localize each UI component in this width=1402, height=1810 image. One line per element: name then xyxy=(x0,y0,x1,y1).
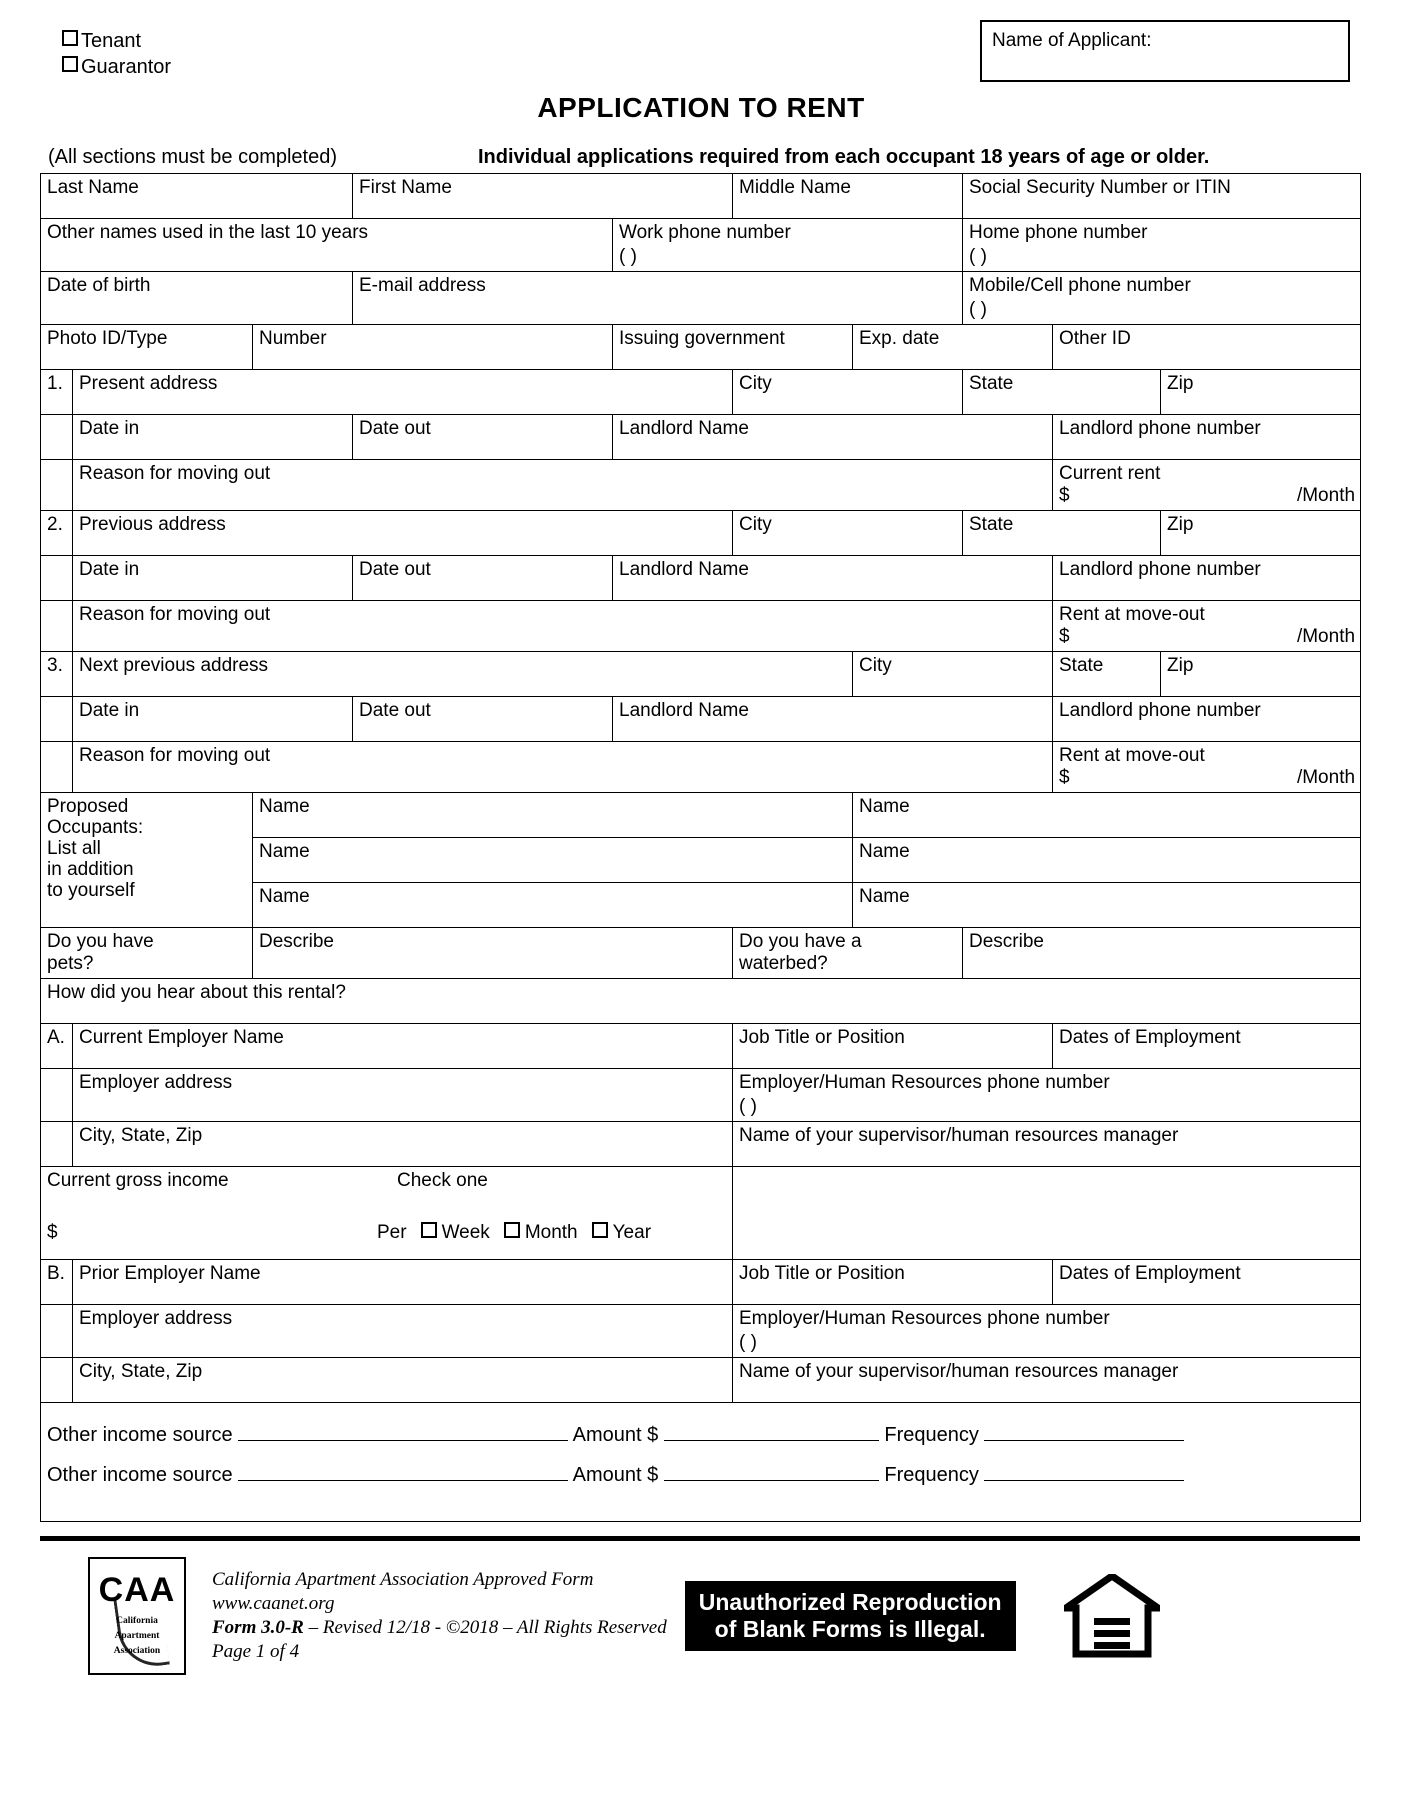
employer-b-city-state-zip[interactable]: City, State, Zip xyxy=(73,1358,733,1403)
address-1-rent[interactable] xyxy=(1053,460,1361,511)
address-3-date-out[interactable]: Date out xyxy=(353,697,613,742)
employer-a-dates[interactable]: Dates of Employment xyxy=(1053,1024,1361,1069)
frequency-label-2: Frequency xyxy=(884,1464,979,1486)
address-2-rent[interactable] xyxy=(1053,601,1361,652)
occupant-name-2[interactable]: Name xyxy=(853,793,1361,838)
gross-income-label: Current gross income xyxy=(47,1170,229,1191)
address-2-dollar: $ xyxy=(1059,626,1070,647)
amount-label-2: Amount $ xyxy=(572,1464,659,1486)
other-income-row-2[interactable] xyxy=(47,1464,1355,1486)
table-row xyxy=(41,325,1361,370)
table-row xyxy=(41,1403,1361,1522)
table-row xyxy=(41,556,1361,601)
employer-a-hr-phone[interactable]: Employer/Human Resources phone number ( ) xyxy=(733,1069,1361,1122)
footer-website[interactable]: www.caanet.org xyxy=(212,1593,335,1614)
amount-input-1[interactable] xyxy=(664,1440,879,1441)
employer-b-dates[interactable]: Dates of Employment xyxy=(1053,1260,1361,1305)
unauth-line-1: Unauthorized Reproduction xyxy=(698,1589,1002,1615)
home-phone-paren: ( ) xyxy=(969,246,987,267)
table-row xyxy=(41,1069,1361,1122)
table-row xyxy=(41,742,1361,793)
instructions-row xyxy=(40,146,1362,169)
address-2-date-in[interactable]: Date in xyxy=(73,556,353,601)
occupant-name-4[interactable]: Name xyxy=(853,838,1361,883)
other-income-row-1[interactable] xyxy=(47,1424,1355,1446)
id-number-cell[interactable]: Number xyxy=(253,325,613,370)
address-1-landlord-name[interactable]: Landlord Name xyxy=(613,415,1053,460)
table-row xyxy=(41,979,1361,1024)
table-row xyxy=(41,1167,1361,1260)
footer-form-id: Form 3.0-R xyxy=(212,1617,304,1638)
exp-date-cell[interactable]: Exp. date xyxy=(853,325,1053,370)
tenant-checkbox-row[interactable] xyxy=(62,28,171,54)
address-1-reason[interactable]: Reason for moving out xyxy=(73,460,1053,511)
week-checkbox[interactable] xyxy=(421,1222,437,1238)
work-phone-paren: ( ) xyxy=(619,246,637,267)
table-row xyxy=(41,174,1361,219)
address-2-rent-label: Rent at move-out xyxy=(1059,604,1205,625)
occupant-name-6[interactable]: Name xyxy=(853,883,1361,928)
footer-text-block xyxy=(212,1568,667,1664)
caa-logo-swoosh-icon xyxy=(113,1592,170,1671)
employer-a-city-state-zip[interactable]: City, State, Zip xyxy=(73,1122,733,1167)
table-row xyxy=(41,415,1361,460)
guarantor-label: Guarantor xyxy=(81,56,172,78)
page-header xyxy=(40,20,1362,82)
frequency-label-1: Frequency xyxy=(884,1424,979,1446)
employer-b-address[interactable]: Employer address xyxy=(73,1305,733,1358)
caa-logo-line-3: Association xyxy=(113,1646,161,1656)
spacer-cell xyxy=(41,1305,73,1358)
address-1-city[interactable]: City xyxy=(733,370,963,415)
ssn-cell[interactable]: Social Security Number or ITIN xyxy=(963,174,1361,219)
address-2-number: 2. xyxy=(41,511,73,556)
unauthorized-reproduction-banner xyxy=(685,1581,1016,1651)
spacer-cell xyxy=(41,1122,73,1167)
caa-logo-line-1: California xyxy=(116,1616,158,1626)
month-label: Month xyxy=(524,1222,578,1243)
first-name-cell[interactable]: First Name xyxy=(353,174,733,219)
table-row xyxy=(41,928,1361,979)
address-2-zip[interactable]: Zip xyxy=(1161,511,1361,556)
employer-a-letter: A. xyxy=(41,1024,73,1069)
address-2-permonth: /Month xyxy=(1296,626,1356,647)
employer-b-hr-phone[interactable]: Employer/Human Resources phone number ( ) xyxy=(733,1305,1361,1358)
address-3-rent-label: Rent at move-out xyxy=(1059,745,1205,766)
caa-logo-initials: CAA xyxy=(98,1571,176,1609)
issuing-government-cell[interactable]: Issuing government xyxy=(613,325,853,370)
employer-a-job-title[interactable]: Job Title or Position xyxy=(733,1024,1053,1069)
address-1-state[interactable]: State xyxy=(963,370,1161,415)
address-2-state[interactable]: State xyxy=(963,511,1161,556)
guarantor-checkbox[interactable] xyxy=(62,56,78,72)
table-row xyxy=(41,652,1361,697)
tenant-label: Tenant xyxy=(81,30,142,52)
frequency-input-1[interactable] xyxy=(984,1440,1184,1441)
tenant-checkbox[interactable] xyxy=(62,30,78,46)
spacer-cell xyxy=(41,601,73,652)
occupant-name-1[interactable]: Name xyxy=(253,793,853,838)
mobile-phone-label: Mobile/Cell phone number xyxy=(969,275,1191,296)
occupant-name-3[interactable]: Name xyxy=(253,838,853,883)
address-2-label[interactable]: Previous address xyxy=(73,511,733,556)
amount-input-2[interactable] xyxy=(664,1480,879,1481)
address-3-city[interactable]: City xyxy=(853,652,1053,697)
address-3-number: 3. xyxy=(41,652,73,697)
waterbed-question: Do you have a waterbed? xyxy=(733,928,963,979)
mobile-phone-paren: ( ) xyxy=(969,299,987,320)
mobile-phone-cell[interactable] xyxy=(963,272,1361,325)
address-3-landlord-name[interactable]: Landlord Name xyxy=(613,697,1053,742)
address-1-landlord-phone[interactable]: Landlord phone number xyxy=(1053,415,1361,460)
middle-name-cell[interactable]: Middle Name xyxy=(733,174,963,219)
waterbed-describe[interactable]: Describe xyxy=(963,928,1361,979)
work-phone-cell[interactable] xyxy=(613,219,963,272)
how-did-you-hear-cell[interactable]: How did you hear about this rental? xyxy=(41,979,1361,1024)
employer-a-supervisor[interactable]: Name of your supervisor/human resources manager xyxy=(733,1122,1361,1167)
year-checkbox[interactable] xyxy=(592,1222,608,1238)
page-title: APPLICATION TO RENT xyxy=(537,92,865,123)
spacer-cell xyxy=(41,742,73,793)
name-of-applicant-field[interactable] xyxy=(980,20,1350,82)
spacer-cell xyxy=(41,556,73,601)
table-row xyxy=(41,1024,1361,1069)
dob-cell[interactable]: Date of birth xyxy=(41,272,353,325)
table-row xyxy=(41,511,1361,556)
other-income-cell[interactable] xyxy=(41,1403,1361,1522)
employer-b-name[interactable]: Prior Employer Name xyxy=(73,1260,733,1305)
gross-income-dollar: $ xyxy=(47,1222,58,1243)
footer-divider xyxy=(40,1536,1360,1541)
occupant-name-5[interactable]: Name xyxy=(253,883,853,928)
proposed-occupants-label: Proposed Occupants: List all in addition to yourself xyxy=(41,793,253,928)
employer-a-address[interactable]: Employer address xyxy=(73,1069,733,1122)
email-cell[interactable]: E-mail address xyxy=(353,272,963,325)
per-label: Per xyxy=(377,1222,407,1243)
address-3-rent[interactable] xyxy=(1053,742,1361,793)
address-3-landlord-phone[interactable]: Landlord phone number xyxy=(1053,697,1361,742)
employer-b-supervisor[interactable]: Name of your supervisor/human resources manager xyxy=(733,1358,1361,1403)
applicant-type-checkboxes xyxy=(40,20,171,80)
employer-a-name[interactable]: Current Employer Name xyxy=(73,1024,733,1069)
footer-page-number: Page 1 of 4 xyxy=(212,1641,300,1662)
all-sections-note: (All sections must be completed) xyxy=(48,146,338,168)
table-row xyxy=(41,1122,1361,1167)
week-label: Week xyxy=(441,1222,490,1243)
address-3-state[interactable]: State xyxy=(1053,652,1161,697)
address-3-dollar: $ xyxy=(1059,767,1070,788)
footer-form-id-line xyxy=(212,1616,667,1640)
spacer-cell xyxy=(41,460,73,511)
gross-income-blank-cell[interactable] xyxy=(733,1167,1361,1260)
caa-logo-line-2: Apartment xyxy=(114,1631,160,1641)
address-1-label[interactable]: Present address xyxy=(73,370,733,415)
individual-applications-note: Individual applications required from each occupant 18 years of age or older. xyxy=(478,146,1210,168)
other-names-cell[interactable]: Other names used in the last 10 years xyxy=(41,219,613,272)
eho-svg xyxy=(1064,1574,1160,1658)
pets-describe[interactable]: Describe xyxy=(253,928,733,979)
table-row xyxy=(41,272,1361,325)
home-phone-cell[interactable] xyxy=(963,219,1361,272)
other-income-label-1: Other income source xyxy=(47,1424,233,1446)
pets-question: Do you have pets? xyxy=(41,928,253,979)
page-footer xyxy=(40,1557,1360,1675)
current-gross-income-cell[interactable] xyxy=(41,1167,733,1260)
employer-b-job-title[interactable]: Job Title or Position xyxy=(733,1260,1053,1305)
spacer-cell xyxy=(41,1358,73,1403)
address-1-number: 1. xyxy=(41,370,73,415)
home-phone-label: Home phone number xyxy=(969,222,1148,243)
other-income-label-2: Other income source xyxy=(47,1464,233,1486)
other-id-cell[interactable]: Other ID xyxy=(1053,325,1361,370)
address-1-dollar: $ xyxy=(1059,485,1070,506)
table-row xyxy=(41,1358,1361,1403)
table-row xyxy=(41,601,1361,652)
amount-label-1: Amount $ xyxy=(572,1424,659,1446)
table-row xyxy=(41,697,1361,742)
address-1-date-in[interactable]: Date in xyxy=(73,415,353,460)
frequency-input-2[interactable] xyxy=(984,1480,1184,1481)
last-name-cell[interactable]: Last Name xyxy=(41,174,353,219)
table-row xyxy=(41,460,1361,511)
address-3-date-in[interactable]: Date in xyxy=(73,697,353,742)
address-2-landlord-name[interactable]: Landlord Name xyxy=(613,556,1053,601)
address-3-label[interactable]: Next previous address xyxy=(73,652,853,697)
table-row xyxy=(41,1305,1361,1358)
address-3-zip[interactable]: Zip xyxy=(1161,652,1361,697)
spacer-cell xyxy=(41,415,73,460)
address-1-permonth: /Month xyxy=(1296,485,1356,506)
address-2-landlord-phone[interactable]: Landlord phone number xyxy=(1053,556,1361,601)
footer-form-rest: – Revised 12/18 - ©2018 – All Rights Reserved xyxy=(303,1617,667,1638)
table-row xyxy=(41,1260,1361,1305)
year-label: Year xyxy=(612,1222,652,1243)
address-3-reason[interactable]: Reason for moving out xyxy=(73,742,1053,793)
spacer-cell xyxy=(41,1069,73,1122)
unauth-line-2: of Blank Forms is Illegal. xyxy=(714,1616,986,1642)
equal-housing-opportunity-icon xyxy=(1064,1574,1160,1658)
photo-id-cell[interactable]: Photo ID/Type xyxy=(41,325,253,370)
address-2-date-out[interactable]: Date out xyxy=(353,556,613,601)
employer-b-letter: B. xyxy=(41,1260,73,1305)
application-form-table xyxy=(40,173,1361,1522)
address-3-permonth: /Month xyxy=(1296,767,1356,788)
spacer-cell xyxy=(41,697,73,742)
address-2-city[interactable]: City xyxy=(733,511,963,556)
address-1-zip[interactable]: Zip xyxy=(1161,370,1361,415)
footer-approved-form: California Apartment Association Approved Form xyxy=(212,1569,594,1590)
name-of-applicant-label: Name of Applicant: xyxy=(992,30,1152,51)
address-1-rent-label: Current rent xyxy=(1059,463,1161,484)
table-row xyxy=(41,370,1361,415)
guarantor-checkbox-row[interactable] xyxy=(62,54,171,80)
other-income-input-2[interactable] xyxy=(238,1480,568,1481)
work-phone-label: Work phone number xyxy=(619,222,791,243)
check-one-label: Check one xyxy=(397,1170,488,1191)
address-1-date-out[interactable]: Date out xyxy=(353,415,613,460)
caa-logo xyxy=(88,1557,186,1675)
other-income-input-1[interactable] xyxy=(238,1440,568,1441)
table-row xyxy=(41,793,1361,838)
month-checkbox[interactable] xyxy=(504,1222,520,1238)
table-row xyxy=(41,219,1361,272)
address-2-reason[interactable]: Reason for moving out xyxy=(73,601,1053,652)
